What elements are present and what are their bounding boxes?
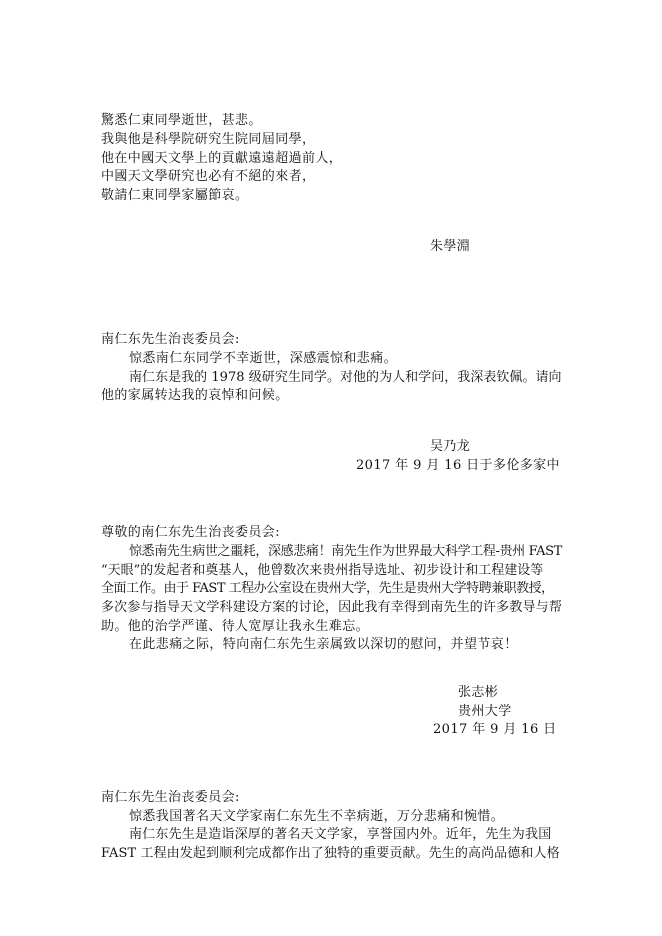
letter4-line-1: 惊悉我国著名天文学家南仁东先生不幸病逝，万分悲痛和惋惜。 <box>129 809 505 824</box>
letter2-line-2: 南仁东是我的 1978 级研究生同学。对他的为人和学问，我深表钦佩。请向 <box>129 370 562 385</box>
letter3-line-1: 惊悉南先生病世之噩耗，深感悲痛！南先生作为世界最大科学工程-贵州 FAST <box>129 544 562 559</box>
letter3-signature-date: 2017 年 9 月 16 日 <box>433 722 557 737</box>
letter4-line-3: FAST 工程由发起到顺利完成都作出了独特的重要贡献。先生的高尚品德和人格 <box>101 846 560 861</box>
letter3-line-5: 助。他的治学严谨、待人宽厚让我永生难忘。 <box>101 619 370 634</box>
letter1-line-3: 他在中國天文學上的貢獻遠遠超過前人， <box>101 151 343 166</box>
letter3-line-4: 多次参与指导天文学科建设方案的讨论，因此我有幸得到南先生的许多教导与帮 <box>101 600 563 615</box>
letter3-line-2: “天眼”的发起者和奠基人，他曾数次来贵州指导选址、初步设计和工程建设等 <box>101 563 544 578</box>
letter4-line-2: 南仁东先生是造诣深厚的著名天文学家，享誉国内外。近年，先生为我国 <box>129 827 552 842</box>
letter3-signature-affiliation: 贵州大学 <box>458 704 512 719</box>
letter4-salutation: 南仁东先生治丧委员会: <box>101 790 240 805</box>
letter3-signature-name: 张志彬 <box>458 685 499 700</box>
letter1-line-4: 中國天文學研究也必有不絕的來者， <box>101 169 316 184</box>
letter1-signature-name: 朱學淵 <box>430 239 471 254</box>
letter3-line-6: 在此悲痛之际，特向南仁东先生亲属致以深切的慰问，并望节哀！ <box>129 637 518 652</box>
letter1-line-2: 我與他是科學院研究生院同屆同學， <box>101 132 316 147</box>
letter2-line-3: 他的家属转达我的哀悼和问候。 <box>101 388 289 403</box>
letter2-line-1: 惊悉南仁东同学不幸逝世，深感震惊和悲痛。 <box>129 351 398 366</box>
letter1-line-1: 驚悉仁東同學逝世，甚悲。 <box>101 113 262 128</box>
letter2-signature-name: 吴乃龙 <box>430 439 471 454</box>
letter2-salutation: 南仁东先生治丧委员会: <box>101 332 240 347</box>
letter3-line-3: 全面工作。由于 FAST 工程办公室设在贵州大学，先生是贵州大学特聘兼职教授， <box>101 581 554 596</box>
letter1-line-5: 敬請仁東同學家屬節哀。 <box>101 188 249 203</box>
letter2-signature-date: 2017 年 9 月 16 日于多伦多家中 <box>356 458 560 473</box>
letter3-salutation: 尊敬的南仁东先生治丧委员会: <box>101 525 280 540</box>
